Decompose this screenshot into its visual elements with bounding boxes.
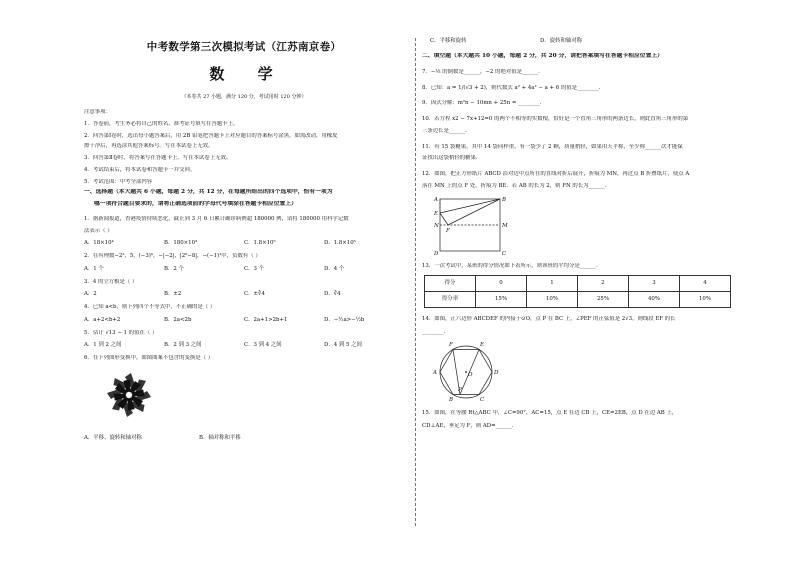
options-row — [84, 266, 404, 273]
options-row — [84, 435, 314, 442]
option-c: C．2a+1>2b+1 — [244, 316, 288, 323]
option-d: D．−½a>−½b — [324, 316, 365, 323]
table-row — [425, 292, 731, 308]
notice-item: 5．考试范围：中考全部内容 — [84, 178, 153, 185]
question-7: 7．−⅓ 的倒数是______，−2 的绝对值是______． — [422, 68, 544, 75]
table-cell: 得分 — [425, 276, 476, 292]
option-c: C．3 个 — [244, 265, 265, 272]
option-c: C．±∛4 — [244, 291, 265, 298]
question-8: 8．已知：a = 1/(√3 + 2)，则代数式 a² + 4a² − a + 6 的值是________． — [422, 84, 604, 91]
notice-item: 1．答卷前，考生务必将自己的姓名、准考证号填写在答题卡上。 — [84, 120, 239, 127]
question-6 — [84, 355, 404, 441]
notice-item: 2．回答第Ⅰ卷时，选出每小题答案后，用 2B 铅笔把答题卡上对应题目的答案标号涂黑。如需改动，用橡皮 — [84, 132, 338, 139]
option-d: D．1.8×10⁶ — [324, 240, 356, 247]
question-5 — [84, 330, 404, 350]
label-c: C — [480, 396, 485, 403]
notice-item: 4．考试结束后，将本试卷和答题卡一并交回。 — [84, 166, 196, 173]
option-b: B．180×10³ — [164, 240, 198, 247]
question-2 — [84, 253, 404, 273]
label-d: D — [434, 250, 439, 257]
option-b: B．2 到 3 之间 — [164, 342, 202, 349]
option-a: A．1 到 2 之间 — [84, 342, 122, 349]
column-divider — [415, 38, 416, 526]
notice-heading: 注意事项： — [84, 109, 111, 116]
pinwheel-pattern-figure — [94, 366, 164, 424]
question-12: 12．如图，把正方形纸片 ABCD 沿对边中点所在的直线对折后展开，折痕为 MN，再过点 B 折叠纸片，使点 A — [422, 171, 690, 178]
option-d: D．旋转和轴对称 — [540, 38, 583, 44]
exam-title: 中考数学第三次模拟考试（江苏南京卷） — [146, 41, 342, 53]
option-b: B．轴对称和平移 — [199, 434, 241, 441]
table-cell: 15% — [476, 292, 527, 308]
question-15-cont: CD⊥AE，垂足为 F，则 AD=______． — [422, 423, 518, 430]
question-9: 9．因式分解：m²n − 10mn + 25n = ________． — [422, 100, 546, 107]
label-n: N — [434, 222, 439, 229]
q6-options-continued — [430, 38, 650, 45]
subject-title: 数 学 — [209, 65, 287, 84]
question-13: 13．一次考试中，某班的得分情况如下表所示，则该班的平均分是______． — [422, 263, 602, 270]
question-14-cont: ________． — [422, 328, 449, 335]
question-stem: 5．估计 √13 − 1 的值在（ ） — [84, 329, 158, 336]
label-b: B — [449, 396, 454, 403]
question-10: 10．若方程 x2 − 7x+12=0 的两个不相等的实数根，恰好是一个直角三角形的两条边长，则此直角三角形的第 — [422, 116, 689, 123]
question-stem: 1．据新闻报道，香港疫情持续恶化，截止到 3 月 6 日累计确诊病例超 180000 例，请将 180000 用科学记数 — [84, 215, 349, 222]
options-row — [84, 342, 404, 349]
section2-heading: 二、填空题（本大题共 10 小题，每题 2 分，共 20 分，请把答案填写在答题卡相应位置上） — [422, 52, 663, 59]
table-cell: 2 — [578, 276, 629, 292]
options-row — [84, 240, 404, 247]
label-a: A — [434, 196, 438, 203]
label-o: O — [468, 371, 473, 378]
option-b: B．±2 — [164, 291, 182, 298]
option-d: D．4 到 5 之间 — [324, 342, 362, 349]
question-10-cont: 三条边长是______． — [422, 127, 471, 134]
option-d: D．∛4 — [324, 291, 341, 298]
option-c: C．1.8×10⁵ — [244, 240, 276, 247]
options-row — [84, 317, 404, 324]
option-b: B．2a<2b — [164, 316, 192, 323]
option-c: C．3 到 4 之间 — [244, 342, 282, 349]
options-row — [84, 291, 404, 298]
exam-info: （本卷共 27 小题，满分 120 分，考试用时 120 分钟） — [181, 93, 307, 100]
left-column — [84, 38, 404, 441]
option-a: A．a+2<b+2 — [84, 316, 121, 323]
question-12-cont: 落在 MN 上的点 F 处，折痕为 BE．若 AB 的长为 2，则 FN 的长为______． — [422, 182, 611, 189]
label-p: P — [458, 386, 462, 393]
label-f: F — [449, 341, 453, 348]
label-b: B — [502, 196, 507, 203]
option-c: C．平移和旋转 — [430, 38, 467, 44]
section1-heading-line: 一、选择题（本大题共 6 小题，每题 2 分，共 12 分，在每题所给出的四个选项中，恰有一项为 — [84, 189, 333, 196]
table-cell: 得分率 — [425, 292, 476, 308]
table-cell: 3 — [629, 276, 680, 292]
question-1 — [84, 216, 404, 247]
table-cell: 25% — [578, 292, 629, 308]
question-stem: 3．4 的立方根是（ ） — [84, 278, 138, 285]
option-a: A．2 — [84, 291, 97, 298]
notice-block — [84, 109, 404, 185]
label-d: D — [494, 369, 499, 376]
question-11-cont: 证找出这袋稍轻的糖果． — [422, 155, 482, 162]
option-a: A．平移、旋转和轴对称 — [84, 434, 142, 441]
score-table — [424, 275, 731, 308]
question-stem: 4．已知 a<b，则下列四个不等式中，不正确的是（ ） — [84, 304, 216, 311]
notice-item: 擦干净后，再选涂其他答案标号。写在本试卷上无效。 — [84, 143, 214, 150]
square-fold-figure — [428, 193, 518, 259]
question-4 — [84, 304, 404, 324]
hexagon-circle-figure — [426, 338, 506, 404]
option-a: A．1 个 — [84, 265, 104, 272]
label-m: M — [502, 222, 508, 229]
option-a: A．18×10⁴ — [84, 240, 114, 247]
table-cell: 0 — [476, 276, 527, 292]
label-e: E — [480, 341, 485, 348]
section1-heading — [84, 189, 404, 207]
table-cell: 4 — [680, 276, 731, 292]
table-cell: 1 — [527, 276, 578, 292]
table-cell: 10% — [680, 292, 731, 308]
right-column — [422, 38, 772, 430]
label-a: A — [433, 369, 437, 376]
question-3 — [84, 279, 404, 299]
option-d: D．4 个 — [324, 265, 345, 272]
label-f: F — [446, 227, 450, 234]
label-c: C — [502, 250, 507, 257]
question-stem: 2．在有理数−2²，5，(−3)⁰，−|−2|，|2⁰−8|，−(−1)¹中，负数有（ ） — [84, 253, 261, 260]
question-11: 11．有 15 袋糖果，其中 14 袋同样重，有一袋少了 2 颗，质量稍轻，如果用天平称，至少称______次才能保 — [422, 143, 683, 150]
table-row — [425, 276, 731, 292]
question-stem: 6．在下列图形变换中，如图图案不包含的变换是（ ） — [84, 355, 214, 362]
question-14: 14．如图，正六边形 ABCDEF 的内接于⊙O，点 P 在 BC 上，∠PEF 的正弦值是 2√3，则线段 EF 的长 — [422, 316, 676, 323]
option-b: B．2 个 — [164, 265, 184, 272]
table-cell: 10% — [527, 292, 578, 308]
question-stem: 法表示（ ） — [84, 227, 113, 234]
question-15: 15．如图，在等腰 Rt△ABC 中，∠C=90°，AC=15，点 E 在边 CB 上，CE=2EB，点 D 在边 AB 上， — [422, 410, 678, 417]
notice-item: 3．回答第Ⅱ卷时，将答案写在答题卡上。写在本试卷上无效。 — [84, 155, 232, 162]
section1-heading-line: 哪一项符合题目要求的，请将正确选项前的字母代号填涂在答题卡相应位置上） — [94, 200, 297, 207]
label-e: E — [434, 210, 439, 217]
table-cell: 40% — [629, 292, 680, 308]
